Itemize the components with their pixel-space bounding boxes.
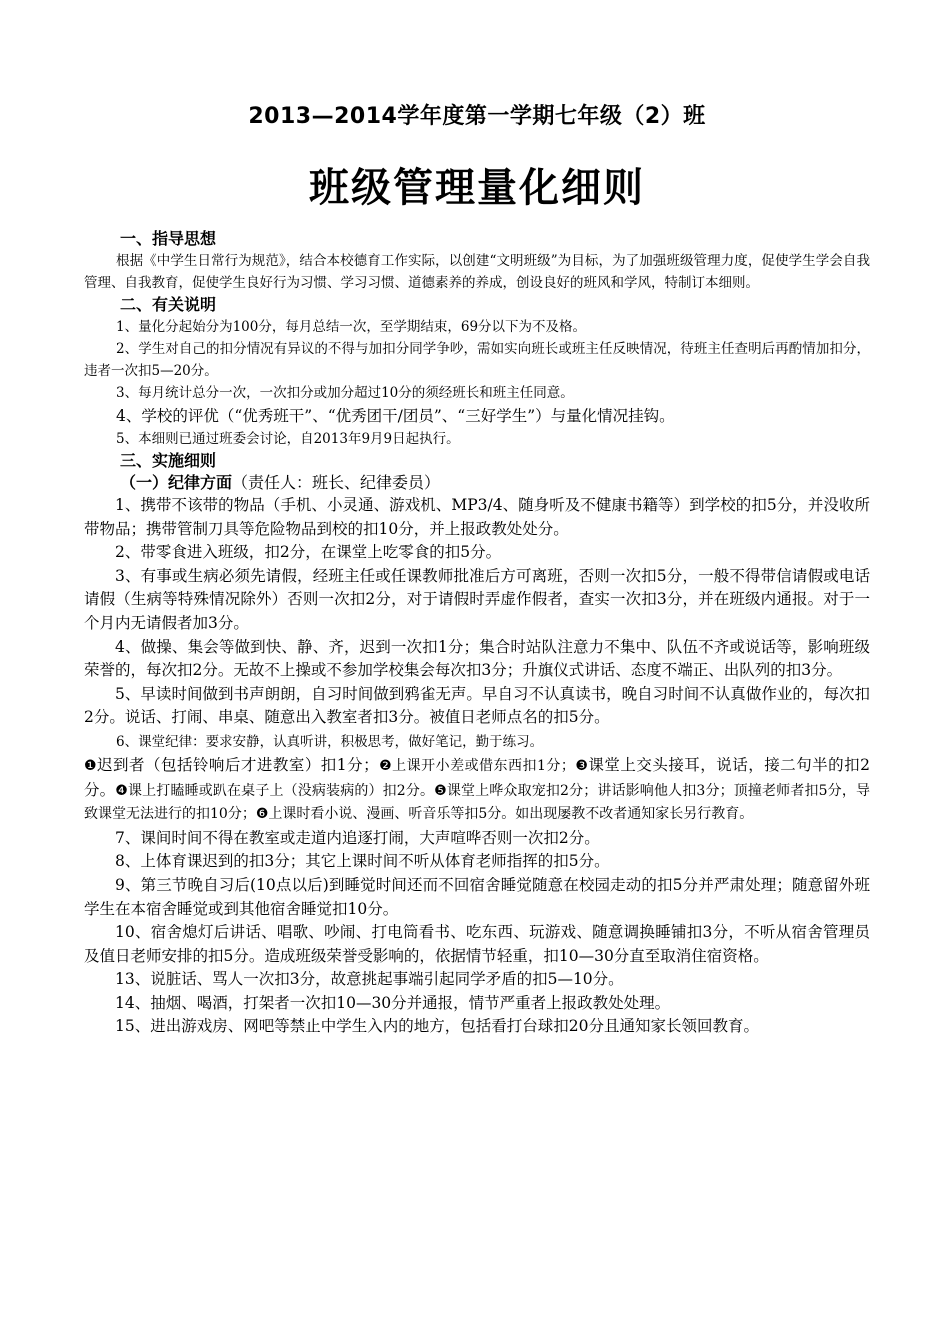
circled-number-6: ❻	[255, 806, 269, 823]
rule-item: 1、携带不该带的物品（手机、小灵通、游戏机、MP3/4、随身听及不健康书籍等）到学校的扣5分，并没收所带物品；携带管制刀具等危险物品到校的扣10分，并上报政教处处分。	[84, 496, 870, 538]
circled-number-5: ❺	[434, 782, 447, 799]
rule-item: 7、课间时间不得在教室或走道内追逐打闹，大声喧哗否则一次扣2分。	[115, 828, 600, 847]
rule-item: 5、早读时间做到书声朗朗，自习时间做到鸦雀无声。早自习不认真读书，晚自习时间不认真做作业的，每次扣2分。说话、打闹、串桌、随意出入教室者扣3分。被值日老师点名的扣5分。	[84, 684, 870, 727]
notes-item: 3、每月统计总分一次，一次扣分或加分超过10分的须经班长和班主任同意。	[116, 385, 574, 401]
circled-number-1: ❶	[84, 757, 98, 774]
subsection-discipline	[84, 472, 870, 494]
subsection-discipline-label: （一）纪律方面	[120, 473, 233, 492]
rule-item: 13、说脏话、骂人一次扣3分，故意挑起事端引起同学矛盾的扣5—10分。	[115, 970, 624, 989]
document-title: 班级管理量化细则	[309, 165, 645, 211]
rule-item-6-intro: 6、课堂纪律：要求安静，认真听讲，积极思考，做好笔记，勤于练习。	[116, 733, 544, 750]
notes-item: 2、学生对自己的扣分情况有异议的不得与加扣分同学争吵，需如实向班长或班主任反映情况，待班主任查明后再酌情加扣分，违者一次扣5—20分。	[84, 341, 870, 379]
document-body	[84, 228, 870, 1039]
rule-item: 9、第三节晚自习后(10点以后)到睡觉时间还而不回宿舍睡觉随意在校园走动的扣5分并严肃处理；随意留外班学生在本宿舍睡觉或到其他宿舍睡觉扣10分。	[84, 875, 870, 918]
rule-6-clause: 迟到者（包括铃响后才进教室）扣1分；	[97, 755, 379, 774]
circled-number-2: ❷	[378, 757, 393, 774]
notes-item: 5、本细则已通过班委会讨论，自2013年9月9日起执行。	[116, 431, 460, 447]
section-heading-notes: 二、有关说明	[120, 295, 217, 314]
guiding-ideology-paragraph: 根据《中学生日常行为规范》，结合本校德育工作实际，以创建“文明班级”为目标，为了加强班级管理力度，促使学生学会自我管理、自我教育，促使学生良好行为习惯、学习习惯、道德素养的养成，创设良好的班风和学风，特制订本细则。	[84, 253, 870, 291]
rule-6-clause: 课堂上交头接耳，说话，接二句半的扣2分。	[84, 755, 870, 799]
rule-item: 2、带零食进入班级，扣2分，在课堂上吃零食的扣5分。	[115, 543, 502, 562]
document-subtitle: 2013—2014学年度第一学期七年级（2）班	[248, 104, 706, 129]
rule-item: 4、做操、集会等做到快、静、齐，迟到一次扣1分；集合时站队注意力不集中、队伍不齐或说话等，影响班级荣誉的，每次扣2分。无故不上操或不参加学校集会每次扣3分；升旗仪式讲话、态度不端正、出队列的扣3分。	[84, 637, 870, 680]
circled-number-4: ❹	[115, 782, 128, 799]
notes-item: 1、量化分起始分为100分，每月总结一次，至学期结束，69分以下为不及格。	[116, 319, 587, 335]
circled-number-3: ❸	[574, 757, 589, 774]
rule-6-clause: 课上打瞌睡或趴在桌子上（没病装病的）扣2分。	[128, 782, 435, 799]
rule-item: 10、宿舍熄灯后讲话、唱歌、吵闹、打电筒看书、吃东西、玩游戏、随意调换睡铺扣3分，不听从宿舍管理员及值日老师安排的扣5分。造成班级荣誉受影响的，依据情节轻重，扣10—30分直至取消住宿资格。	[84, 923, 870, 965]
rule-item: 14、抽烟、喝酒，打架者一次扣10—30分并通报，情节严重者上报政教处处理。	[115, 993, 671, 1012]
rule-item: 3、有事或生病必须先请假，经班主任或任课教师批准后方可离班，否则一次扣5分，一般不得带信请假或电话请假（生病等特殊情况除外）否则一次扣2分，对于请假时弄虚作假者，查实一次扣3分，并在班级内通报。对于一个月内无请假者加3分。	[84, 566, 870, 632]
notes-item: 4、学校的评优（“优秀班干”、“优秀团干/团员”、“三好学生”）与量化情况挂钩。	[116, 407, 675, 425]
section-heading-guiding-ideology: 一、指导思想	[120, 229, 217, 248]
rule-6-clause: 课堂上哗众取宠扣2分；讲话影响他人扣3分；顶撞老师者扣5分，导致课堂无法进行的扣10分；	[84, 782, 870, 823]
rule-6-clause: 上课开小差或借东西扣1分；	[392, 757, 575, 774]
rule-6-clause: 上课时看小说、漫画、听音乐等扣5分。如出现屡教不改者通知家长另行教育。	[268, 806, 754, 823]
rule-item-6-details	[84, 754, 870, 827]
section-heading-implementation: 三、实施细则	[120, 451, 217, 470]
rule-item: 15、进出游戏房、网吧等禁止中学生入内的地方，包括看打台球扣20分且通知家长领回教育。	[115, 1017, 759, 1036]
subsection-discipline-responsible: （责任人：班长、纪律委员）	[232, 473, 441, 492]
rule-item: 8、上体育课迟到的扣3分；其它上课时间不听从体育老师指挥的扣5分。	[115, 852, 610, 871]
